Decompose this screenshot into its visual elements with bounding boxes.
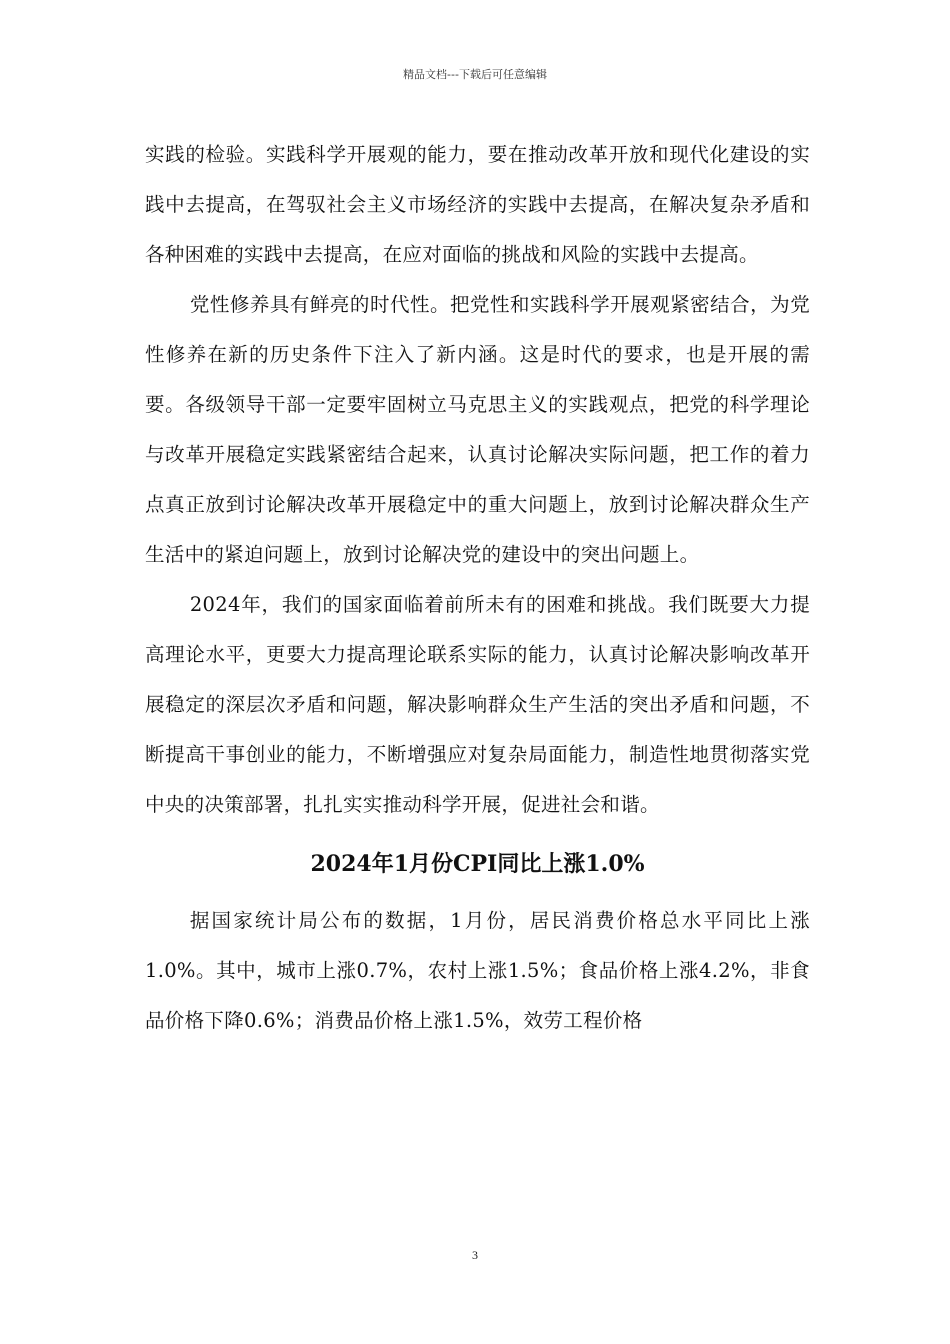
paragraph-challenges: 2024年，我们的国家面临着前所未有的困难和挑战。我们既要大力提高理论水平，更要大力提高理论联系实际的能力，认真讨论解决影响改革开展稳定的深层次矛盾和问题，解决影响群众生产生活的突出矛盾和问题，不断提高干事创业的能力，不断增强应对复杂局面能力，制造性地贯彻落实党中央的决策部署，扎扎实实推动科学开展，促进社会和谐。 <box>145 593 810 816</box>
paragraph-party-spirit: 党性修养具有鲜亮的时代性。把党性和实践科学开展观紧密结合，为党性修养在新的历史条件下注入了新内涵。这是时代的要求，也是开展的需要。各级领导干部一定要牢固树立马克思主义的实践观点，把党的科学理论与改革开展稳定实践紧密结合起来，认真讨论解决实际问题，把工作的着力点真正放到讨论解决改革开展稳定中的重大问题上，放到讨论解决群众生产生活中的紧迫问题上，放到讨论解决党的建设中的突出问题上。 <box>145 293 810 566</box>
section-heading-cpi: 2024年1月份CPI同比上涨1.0% <box>310 851 645 877</box>
paragraph-cpi-data: 据国家统计局公布的数据，1月份，居民消费价格总水平同比上涨1.0%。其中，城市上涨0.7%，农村上涨1.5%；食品价格上涨4.2%，非食品价格下降0.6%；消费品价格上涨1.5%，效劳工程价格 <box>145 909 810 1032</box>
paragraph-practice-test: 实践的检验。实践科学开展观的能力，要在推动改革开放和现代化建设的实践中去提高，在驾驭社会主义市场经济的实践中去提高，在解决复杂矛盾和各种困难的实践中去提高，在应对面临的挑战和风险的实践中去提高。 <box>145 143 810 266</box>
page-header: 精品文档---下载后可任意编辑 <box>403 68 547 81</box>
page-number: 3 <box>472 1248 478 1262</box>
document-body <box>145 130 810 1046</box>
